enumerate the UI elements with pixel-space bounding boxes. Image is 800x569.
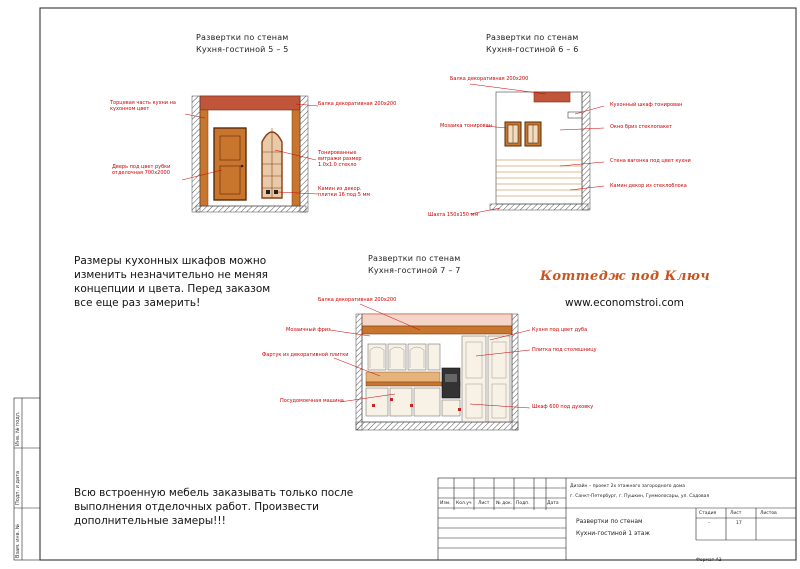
stamp-label: Инв. № подл. [15, 411, 21, 446]
backsplash [366, 372, 440, 382]
callout-label: Стена вагонка под цвет кухни [610, 158, 691, 164]
brand-url[interactable]: www.economstroi.com [565, 297, 684, 309]
ceiling-beam-2 [534, 92, 570, 102]
project-name: Дизайн – проект 2х этажного загородного дома [570, 484, 686, 489]
stage-value: – [708, 521, 711, 526]
callout-label: Посудомоечная машина [280, 398, 344, 404]
row-label: Лист [478, 501, 490, 506]
stamp-label: Взам. инв. № [15, 524, 21, 558]
callout-label: Торцевая часть кухни на кухонном цвет [110, 100, 176, 112]
cabinet-note: Размеры кухонных шкафов можно изменить незначительно не меняя концепции и цвета. Перед заказом все еще раз замерить! [74, 255, 271, 309]
oven [442, 368, 460, 398]
callout-label: Фартук из декоративной плитки [262, 352, 349, 358]
sheet-title-1: Развертки по стенам [576, 518, 643, 525]
callout-label: Окно бриз стеклопакет [610, 124, 672, 130]
ceiling-beam [200, 96, 300, 110]
sheet-value: 17 [736, 521, 742, 526]
wall-post-left [200, 110, 208, 206]
door [214, 128, 246, 200]
elevation-2-subtitle: Кухня-гостиной 6 – 6 [486, 45, 579, 54]
callout-label: Кухня под цвет дуба [532, 327, 588, 333]
wall-post-right [292, 110, 300, 206]
row-label: Подп. [516, 501, 530, 506]
elevation-3-subtitle: Кухня-гостиной 7 – 7 [368, 266, 461, 275]
sheet-title-2: Кухни-гостиной 1 этаж [576, 530, 650, 537]
furniture-note: Всю встроенную мебель заказывать только после выполнения отделочных работ. Произвести дополнительные замеры!!! [74, 487, 354, 527]
row-label: Дата [547, 501, 559, 506]
row-label: Кол.уч [456, 501, 472, 506]
project-address: г. Санкт-Петербург, г. Пушкин, Гуммолосары, ул. Садовая [570, 494, 710, 499]
callout-label: Балка декоративная 200х200 [318, 297, 397, 303]
elevation-3-title: Развертки по стенам [368, 254, 461, 263]
stage-label: Стадия [699, 511, 717, 516]
callout-label: Камин из декор. плитки 16 под 5 мм [318, 186, 371, 198]
callout-label: Камин декор из стеклоблока [610, 183, 687, 189]
callout-label: Балка декоративная 200х200 [318, 101, 397, 107]
elevation-5-5 [182, 96, 318, 212]
elevation-2-title: Развертки по стенам [486, 33, 579, 42]
row-label: Изм. [440, 501, 451, 506]
beam-7 [362, 326, 512, 334]
callout-label: Мозаика тонирован [440, 123, 493, 129]
elevation-1-subtitle: Кухня-гостиной 5 – 5 [196, 45, 289, 54]
callout-label: Шахта 150х150 мм [428, 212, 479, 218]
stamp-label: Подп. и дата [15, 470, 21, 505]
callout-label: Тонированные витражи размер 1.0х1.0 стекло [318, 150, 362, 168]
callout-label: Шкаф 600 под духовку [532, 404, 594, 410]
sheet-label: Лист [730, 511, 742, 516]
row-label: № док. [496, 501, 513, 506]
brand-name: Коттедж под Ключ [540, 269, 711, 284]
sheets-label: Листов [760, 511, 777, 516]
callout-label: Мозаичный фриз [286, 327, 331, 333]
callout-label: Кухонный шкаф тонирован [610, 102, 683, 108]
elevation-1-title: Развертки по стенам [196, 33, 289, 42]
elevation-7-7 [330, 304, 530, 430]
callout-label: Плитка под столешницу [532, 347, 597, 353]
callout-label: Балка декоративная 200х200 [450, 76, 529, 82]
elevation-6-6 [470, 84, 604, 214]
format-label: Формат А3 [696, 558, 722, 563]
callout-label: Дверь под цвет рубки отделочная 700х2000 [112, 164, 171, 176]
